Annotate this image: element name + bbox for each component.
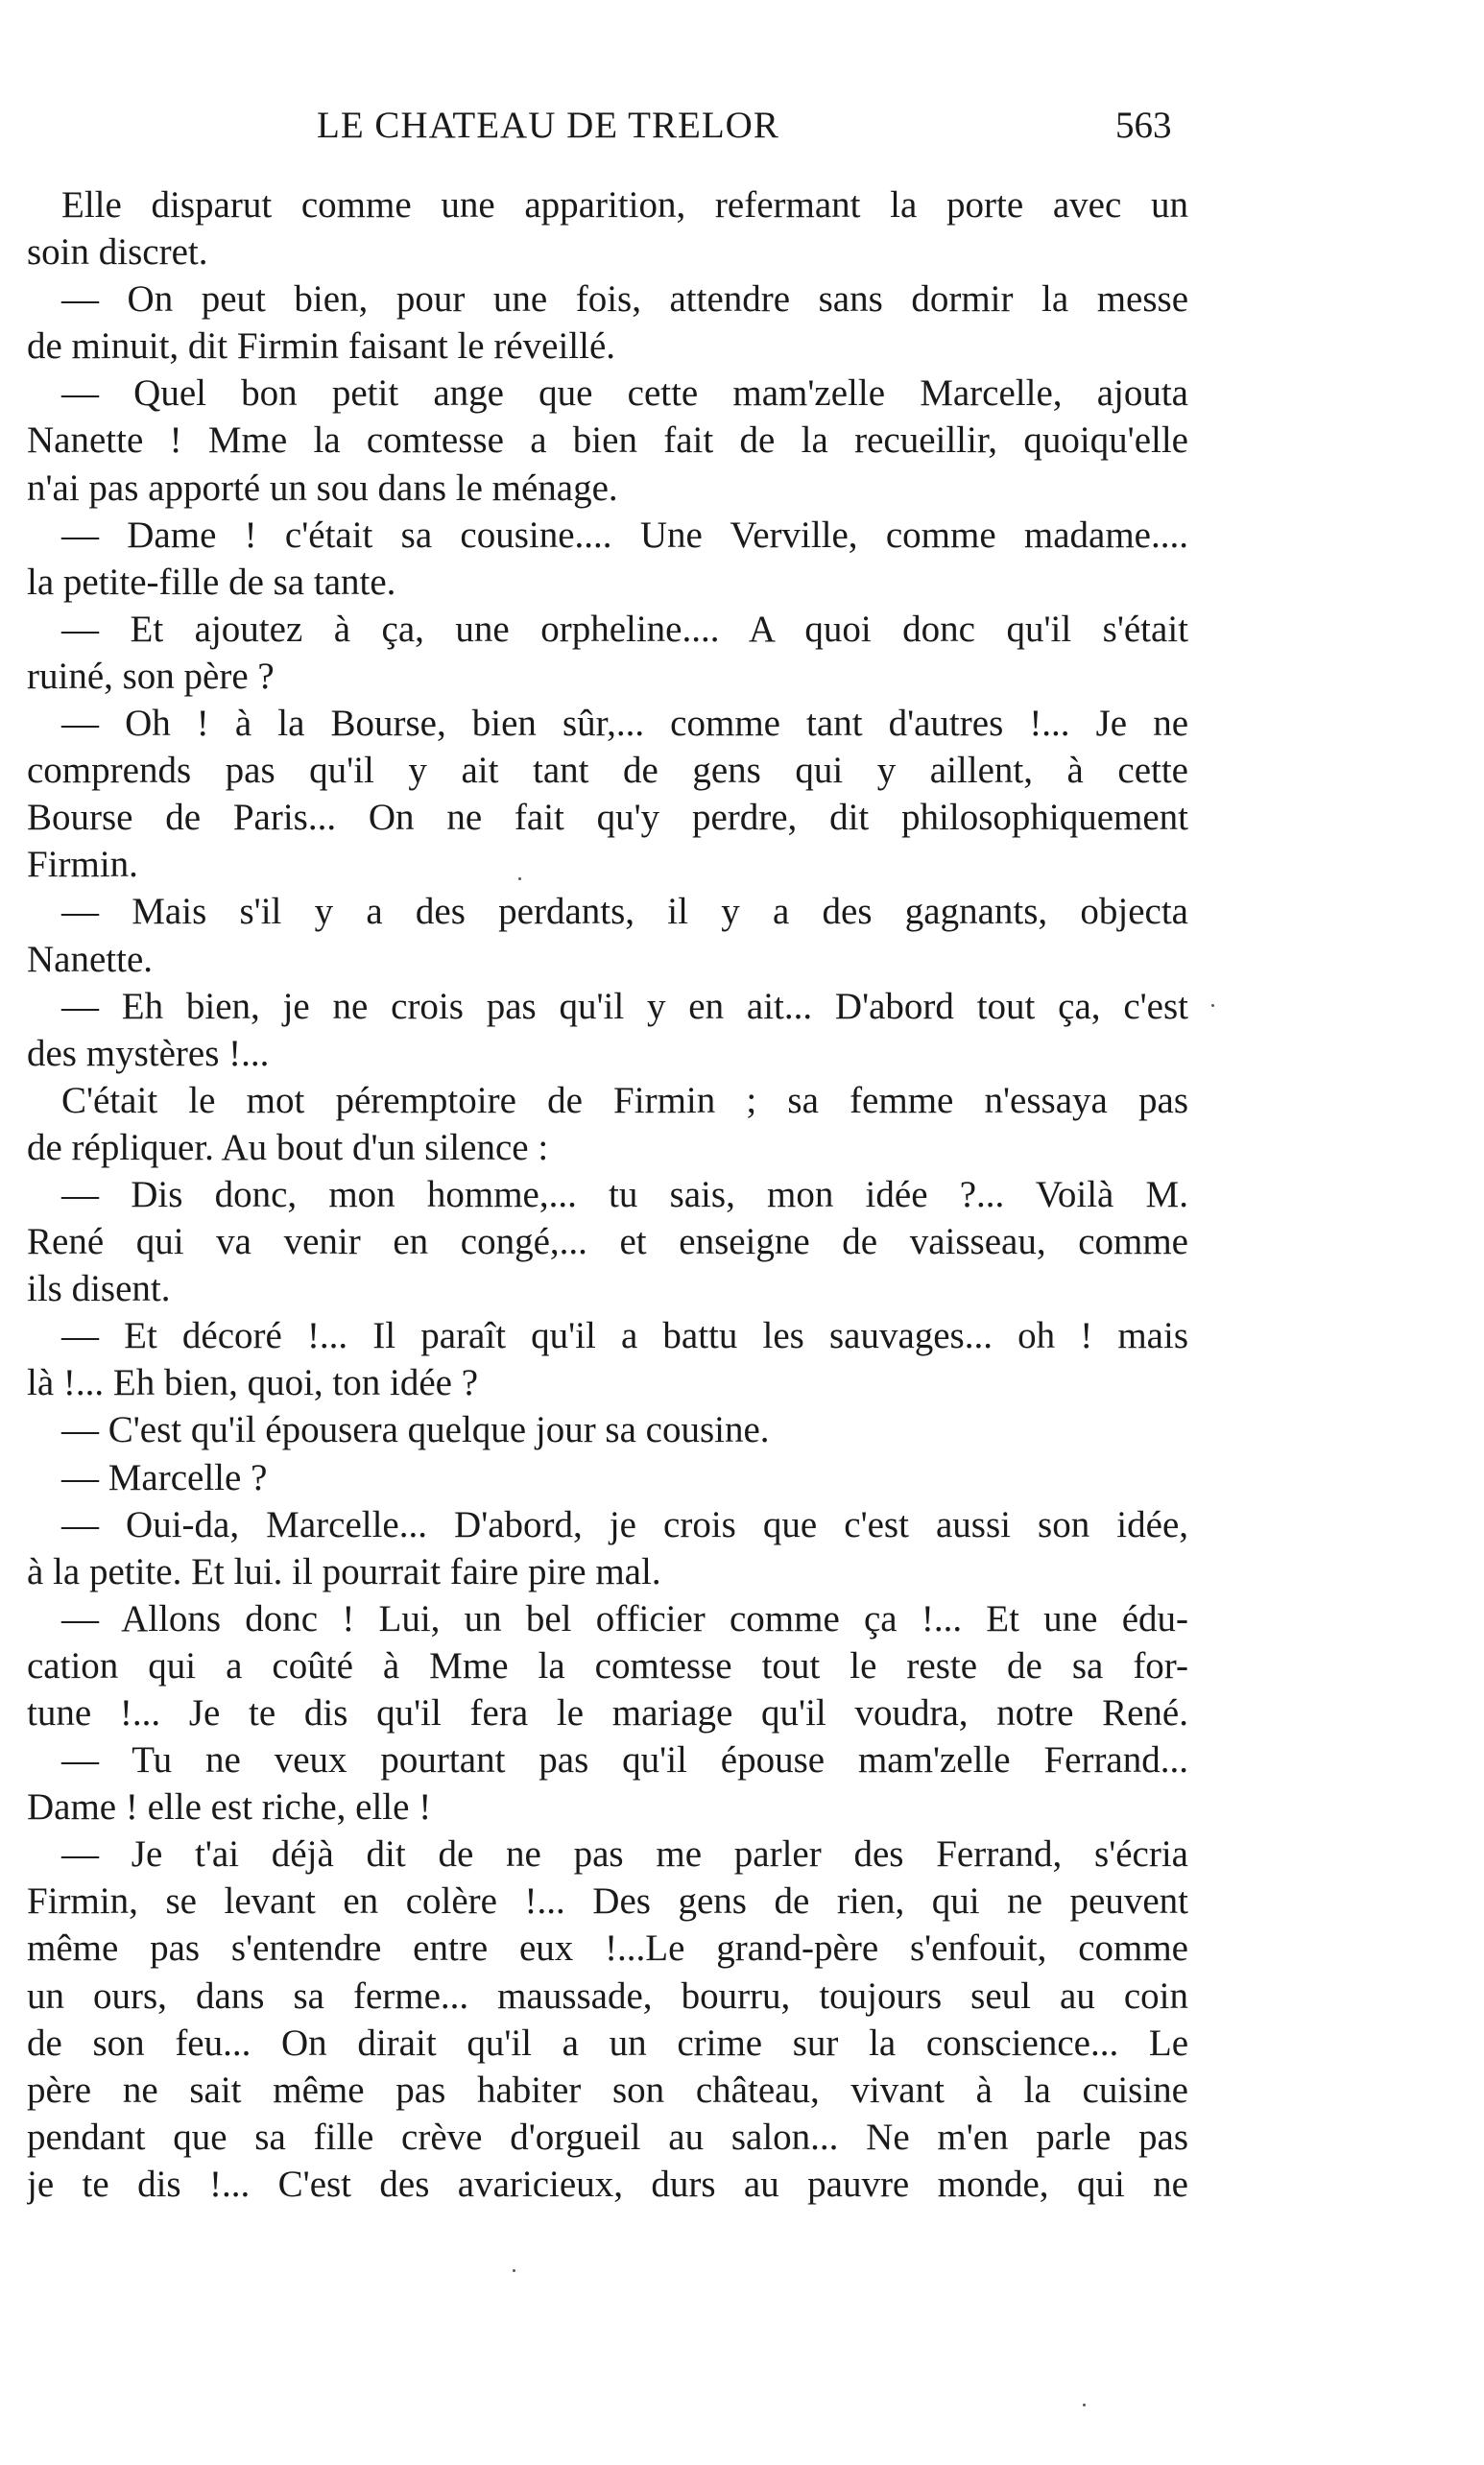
paper-speck <box>1211 1004 1214 1007</box>
text-line: père ne sait même pas habiter son château, vivant à la cuisine <box>27 2069 1188 2111</box>
text-line: soin discret. <box>27 231 208 274</box>
text-line: des mystères !... <box>27 1032 270 1074</box>
text-line: ils disent. <box>27 1268 171 1310</box>
text-line: Nanette. <box>27 938 154 980</box>
text-line: je te dis !... C'est des avaricieux, durs au pauvre monde, qui ne <box>27 2163 1188 2205</box>
text-line: — Quel bon petit ange que cette mam'zelle Marcelle, ajouta <box>61 372 1188 415</box>
text-line: de répliquer. Au bout d'un silence : <box>27 1126 549 1168</box>
text-line: C'était le mot péremptoire de Firmin ; sa femme n'essaya pas <box>61 1079 1188 1121</box>
text-line: comprends pas qu'il y ait tant de gens qui y aillent, à cette <box>27 750 1188 792</box>
text-line: Bourse de Paris... On ne fait qu'y perdre, dit philosophiquement <box>27 797 1188 839</box>
text-line: Firmin. <box>27 844 138 886</box>
text-line: pendant que sa fille crève d'orgueil au salon... Ne m'en parle pas <box>27 2116 1188 2158</box>
text-line: René qui va venir en congé,... et enseigne de vaisseau, comme <box>27 1221 1188 1263</box>
text-line: à la petite. Et lui. il pourrait faire pire mal. <box>27 1550 661 1592</box>
paper-speck <box>518 877 521 880</box>
text-line: cation qui a coûté à Mme la comtesse tout le reste de sa for- <box>27 1644 1188 1687</box>
text-line: — Et décoré !... Il paraît qu'il a battu les sauvages... oh ! mais <box>61 1315 1188 1357</box>
text-line: — Et ajoutez à ça, une orpheline.... A quoi donc qu'il s'était <box>61 608 1188 650</box>
text-line: n'ai pas apporté un sou dans le ménage. <box>27 467 618 509</box>
paper-speck <box>513 2269 515 2272</box>
text-line: Firmin, se levant en colère !... Des gens de rien, qui ne peuvent <box>27 1880 1188 1923</box>
text-line: — Dame ! c'était sa cousine.... Une Verville, comme madame.... <box>61 514 1188 556</box>
text-line: un ours, dans sa ferme... maussade, bourru, toujours seul au coin <box>27 1974 1188 2017</box>
text-line: ruiné, son père ? <box>27 655 275 697</box>
running-title: LE CHATEAU DE TRELOR <box>317 105 779 146</box>
body-text <box>27 181 1188 2208</box>
text-line: même pas s'entendre entre eux !...Le grand-père s'enfouit, comme <box>27 1927 1188 1970</box>
text-line: de minuit, dit Firmin faisant le réveillé. <box>27 325 616 368</box>
text-line: là !... Eh bien, quoi, ton idée ? <box>27 1362 479 1404</box>
text-line: la petite-fille de sa tante. <box>27 561 396 603</box>
text-line: — Tu ne veux pourtant pas qu'il épouse mam'zelle Ferrand... <box>61 1739 1188 1782</box>
text-line: Elle disparut comme une apparition, refermant la porte avec un <box>61 184 1188 226</box>
page-header <box>29 104 1181 152</box>
text-line: tune !... Je te dis qu'il fera le mariage qu'il voudra, notre René. <box>27 1692 1188 1734</box>
text-line: — C'est qu'il épousera quelque jour sa cousine. <box>61 1409 770 1451</box>
text-line: — On peut bien, pour une fois, attendre sans dormir la messe <box>61 278 1188 321</box>
text-line: de son feu... On dirait qu'il a un crime sur la conscience... Le <box>27 2022 1188 2064</box>
page-number: 563 <box>1115 105 1172 146</box>
text-line: — Dis donc, mon homme,... tu sais, mon idée ?... Voilà M. <box>61 1173 1188 1215</box>
text-line: — Oh ! à la Bourse, bien sûr,... comme tant d'autres !... Je ne <box>61 703 1188 745</box>
paper-speck <box>1083 2404 1086 2406</box>
text-line: — Marcelle ? <box>61 1456 268 1498</box>
text-line: — Je t'ai déjà dit de ne pas me parler des Ferrand, s'écria <box>61 1833 1188 1876</box>
text-line: — Eh bien, je ne crois pas qu'il y en ait... D'abord tout ça, c'est <box>61 985 1188 1027</box>
text-line: Dame ! elle est riche, elle ! <box>27 1786 432 1829</box>
text-line: — Allons donc ! Lui, un bel officier comme ça !... Et une édu- <box>61 1597 1188 1639</box>
text-line: — Oui-da, Marcelle... D'abord, je crois que c'est aussi son idée, <box>61 1503 1188 1545</box>
text-line: — Mais s'il y a des perdants, il y a des gagnants, objecta <box>61 891 1188 933</box>
text-line: Nanette ! Mme la comtesse a bien fait de la recueillir, quoiqu'elle <box>27 419 1188 462</box>
